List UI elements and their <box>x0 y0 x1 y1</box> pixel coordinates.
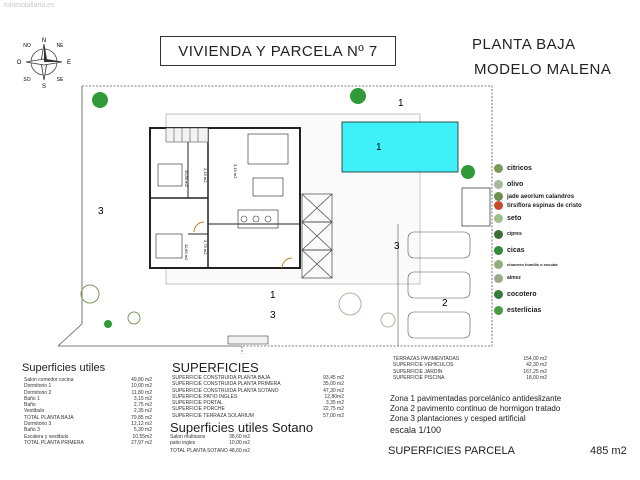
row-label: SUPERFICIE PORCHE <box>172 406 225 413</box>
row-label: Vestibulo <box>24 408 45 415</box>
row-value: 10,55m2 <box>132 433 152 440</box>
row-label: Dormitorio 2 <box>24 389 52 396</box>
entry-gate <box>462 188 490 226</box>
zone-item: Zona 1 pavimentadas porcelánico antideslizante <box>390 394 562 403</box>
row-label: SUPERFICIE CONSTRUIDA PLANTA SOTANO <box>172 387 279 394</box>
parcel-corner-edge <box>58 324 82 346</box>
plant-symbol-icon <box>494 180 503 189</box>
row-value: 79,85 m2 <box>131 414 152 421</box>
row-label: Baño 3 <box>24 427 40 434</box>
table-row <box>393 375 547 381</box>
room-area-label: 3,15 m2 <box>233 164 238 179</box>
zone-item: Zona 2 pavimento continuo de hormigon tratado <box>390 404 561 413</box>
row-label: Escalera y vestibulo <box>24 433 69 440</box>
terrazas-table <box>393 356 547 381</box>
plant-symbol-icon <box>494 290 503 299</box>
legend-item <box>494 210 640 226</box>
row-value: 11,80 m2 <box>131 389 152 396</box>
zone-label: 3 <box>98 206 104 217</box>
plant-symbol-icon <box>494 164 503 173</box>
row-value: 10,00 m2 <box>131 383 152 390</box>
room-area-label: 2,75 m2 <box>203 240 208 255</box>
barbecue-area <box>228 336 268 344</box>
swimming-pool <box>342 122 458 172</box>
compass-no: NO <box>23 43 31 49</box>
row-value: 12,80m2 <box>324 393 344 400</box>
sotano-title: Superficies utiles Sotano <box>170 420 314 435</box>
row-label: SUPERFICIE CONSTRUIDA PLANTA BAJA <box>172 375 271 381</box>
table-row <box>24 440 152 446</box>
plant-symbol-icon <box>494 260 503 269</box>
row-label: SUPERFICIE PISCINA <box>393 374 445 381</box>
legend-list <box>494 160 640 318</box>
plant-symbol-icon <box>494 306 503 315</box>
legend-label: citricos <box>507 164 532 172</box>
table-row <box>170 440 250 446</box>
row-label: SUPERFICIE PORTAL <box>172 400 223 407</box>
row-value: 154,00 m2 <box>523 356 547 362</box>
legend-label: olivo <box>507 180 524 188</box>
row-label: Salon comedor cocina <box>24 377 74 383</box>
zone-label: 3 <box>270 310 276 321</box>
row-label: TERRAZAS PAVIMENTADAS <box>393 356 460 362</box>
legend-label: cipres <box>507 231 522 237</box>
legend-label: cocotero <box>507 290 537 298</box>
row-value: 5,30 m2 <box>133 427 152 434</box>
sotano-total: TOTAL PLANTA SOTANO 48,60 m2 <box>170 448 250 454</box>
zone-label: 1 <box>398 98 404 109</box>
plan-title: PLANTA BAJA <box>472 36 576 53</box>
legend-label: seto <box>507 214 522 222</box>
room-area-label: 10,50 m2 <box>184 170 189 187</box>
row-label: SUPERFICIE TERRAZA SOLARIUM <box>172 412 254 419</box>
superficies-table <box>172 375 344 419</box>
plant-symbol-icon <box>494 214 503 223</box>
row-label: Dormitorio 3 <box>24 421 52 428</box>
legend-item <box>494 302 640 318</box>
legend-label: esterlicias <box>507 306 542 314</box>
parcela-label: SUPERFICIES PARCELA <box>388 445 515 457</box>
sotano-table <box>170 434 250 447</box>
zone-label: 1 <box>270 290 276 301</box>
row-label: Baño <box>24 402 36 409</box>
compass-se: SE <box>56 77 64 83</box>
row-value: 2,75 m2 <box>133 402 152 409</box>
plant-legend <box>494 160 640 318</box>
legend-item <box>494 201 640 210</box>
row-value: 2,35 m2 <box>133 408 152 415</box>
compass-o: O <box>16 60 22 66</box>
compass-ne: NE <box>56 43 64 49</box>
row-label: Salon multiusos <box>170 434 206 440</box>
plant-symbol-icon <box>494 274 503 283</box>
plant-symbol-icon <box>494 192 503 201</box>
zone-item: Zona 3 plantaciones y cesped artificial <box>390 414 526 423</box>
compass-s: S <box>41 84 47 90</box>
zone-label: 3 <box>394 241 400 252</box>
legend-label: cicas <box>507 246 525 254</box>
legend-label: chumero humilis o escoba <box>507 261 558 267</box>
legend-label: tirsiflora espinas de cristo <box>507 202 582 209</box>
zone-label: 1 <box>376 142 382 153</box>
superficies-utiles-title: Superficies utiles <box>22 362 106 374</box>
row-value: 10,00 m2 <box>229 440 250 447</box>
legend-item <box>494 192 640 201</box>
zones-list <box>390 394 630 424</box>
floor-plan <box>58 84 498 354</box>
compass-n: N <box>41 38 47 44</box>
row-label: patio ingles <box>170 440 196 447</box>
row-label: SUPERFICIE CONSTRUIDA PLANTA PRIMERA <box>172 381 281 388</box>
staircase <box>166 128 208 142</box>
legend-label: aimez <box>507 275 521 281</box>
row-value: 3,35 m2 <box>325 400 344 407</box>
room-area-label: 11,80 m2 <box>184 244 189 261</box>
row-value: 38,60 m2 <box>229 434 250 440</box>
parcela-value: 485 m2 <box>590 445 627 457</box>
row-value: 49,80 m2 <box>131 377 152 383</box>
plan-model: MODELO MALENA <box>474 61 612 78</box>
legend-item <box>494 226 640 242</box>
legend-item <box>494 258 640 270</box>
row-value: 35,00 m2 <box>323 381 344 388</box>
superficies-utiles-table <box>24 377 152 446</box>
row-value: 47,30 m2 <box>323 387 344 394</box>
row-value: 57,00 m2 <box>323 412 344 419</box>
page-title: VIVIENDA Y PARCELA Nº 7 <box>160 36 396 66</box>
plant-symbol-icon <box>494 201 503 210</box>
row-value: 27,97 m2 <box>131 439 152 446</box>
legend-label: jade aeorium calandros <box>507 193 575 200</box>
zone-label: 2 <box>442 298 448 309</box>
compass-so: SO <box>23 77 31 83</box>
legend-item <box>494 270 640 286</box>
compass-e: E <box>66 60 72 66</box>
plant-symbol-icon <box>494 246 503 255</box>
table-row <box>172 413 344 419</box>
scale-label: escala 1/100 <box>390 425 442 435</box>
row-label: TOTAL PLANTA PRIMERA <box>24 439 84 446</box>
plant-symbol-icon <box>494 230 503 239</box>
row-value: 18,00 m2 <box>526 374 547 381</box>
watermark: tuinmobiliaria.es <box>4 2 55 9</box>
row-value: 167,25 m2 <box>523 368 547 375</box>
row-value: 3,15 m2 <box>133 395 152 402</box>
room-area-label: 2,15 m2 <box>203 168 208 183</box>
row-label: SUPERFICIE VEHICULOS <box>393 362 454 369</box>
row-value: 22,75 m2 <box>323 406 344 413</box>
superficies-title: SUPERFICIES <box>172 360 259 375</box>
legend-item <box>494 176 640 192</box>
row-label: SUPERFICIE JARDIN <box>393 368 443 375</box>
row-label: Dormitorio 1 <box>24 383 52 390</box>
row-label: Baño 1 <box>24 395 40 402</box>
legend-item <box>494 286 640 302</box>
row-value: 42,30 m2 <box>526 362 547 369</box>
row-label: SUPERFICIE PATIO INGLES <box>172 393 238 400</box>
legend-item <box>494 160 640 176</box>
row-label: TOTAL PLANTA BAJA <box>24 414 74 421</box>
compass-rose-icon <box>14 34 74 90</box>
legend-item <box>494 242 640 258</box>
row-value: 93,45 m2 <box>323 375 344 381</box>
row-value: 12,12 m2 <box>131 421 152 428</box>
